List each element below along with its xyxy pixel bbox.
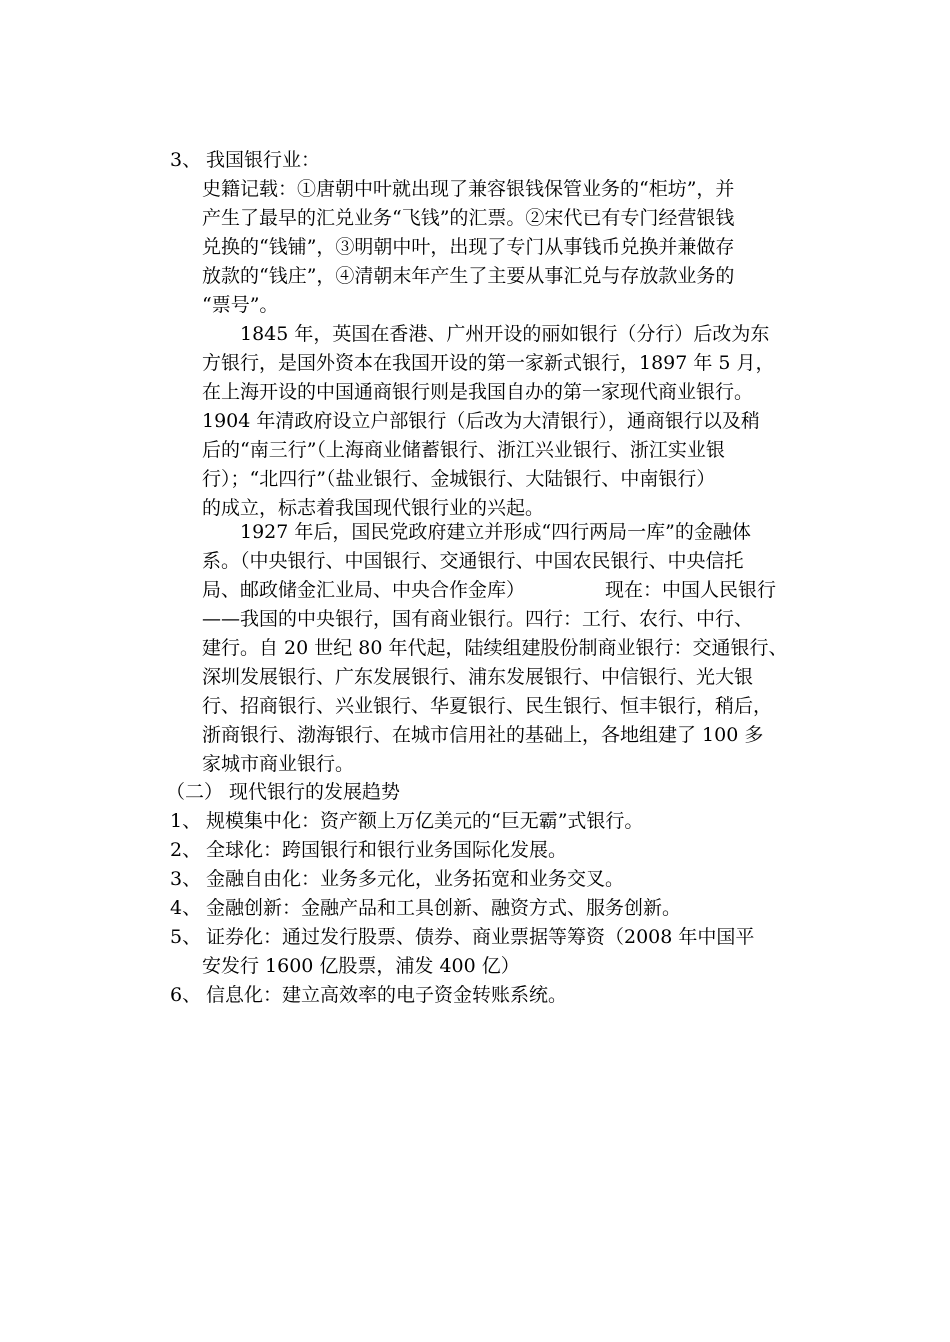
section-number: 3、 [170,149,202,171]
list-text: 金融创新：金融产品和工具创新、融资方式、服务创新。 [206,897,682,919]
paragraph-1-line: 产生了最早的汇兑业务“飞钱”的汇票。②宋代已有专门经营银钱 [202,207,735,229]
paragraph-3-line: 1927 年后，国民党政府建立并形成“四行两局一库”的金融体 [240,521,751,543]
paragraph-3-line: 深圳发展银行、广东发展银行、浦东发展银行、中信银行、光大银 [202,666,754,688]
paragraph-3-line: 系。（中央银行、中国银行、交通银行、中国农民银行、中央信托 [202,550,744,572]
paragraph-2-line: 行）；“北四行”（盐业银行、金城银行、大陆银行、中南银行） [202,468,716,490]
list-number: 6、 [170,984,202,1006]
paragraph-1-line: 史籍记载：①唐朝中叶就出现了兼容银钱保管业务的“柜坊”，并 [202,178,735,200]
list-number: 1、 [170,810,202,832]
list-item-continuation: 安发行 1600 亿股票，浦发 400 亿） [202,955,520,977]
list-number: 5、 [170,926,202,948]
paragraph-3-line: 浙商银行、渤海银行、在城市信用社的基础上，各地组建了 100 多 [202,724,764,746]
paragraph-2-line: 的成立，标志着我国现代银行业的兴起。 [202,497,545,519]
list-text: 金融自由化：业务多元化，业务拓宽和业务交叉。 [206,868,625,890]
list-text: 信息化：建立高效率的电子资金转账系统。 [206,984,568,1006]
paragraph-3-line: 家城市商业银行。 [202,753,355,775]
paragraph-3-line: ——我国的中央银行，国有商业银行。四行：工行、农行、中行、 [202,608,754,630]
list-number: 2、 [170,839,202,861]
list-text: 全球化：跨国银行和银行业务国际化发展。 [206,839,568,861]
paragraph-3-line [202,576,776,605]
list-number: 3、 [170,868,202,890]
paragraph-3-fragment: 局、邮政储金汇业局、中央合作金库） [202,579,526,601]
paragraph-3-fragment: 现在：中国人民银行 [605,579,777,601]
section-title: 我国银行业： [206,149,321,171]
list-text: 规模集中化：资产额上万亿美元的“巨无霸”式银行。 [206,810,644,832]
list-number: 4、 [170,897,202,919]
paragraph-2-line: 1845 年，英国在香港、广州开设的丽如银行（分行）后改为东 [240,323,770,345]
paragraph-1-line: “票号”。 [202,294,279,316]
paragraph-2-line: 方银行，是国外资本在我国开设的第一家新式银行，1897 年 5 月， [202,352,775,374]
paragraph-2-line: 在上海开设的中国通商银行则是我国自办的第一家现代商业银行。 [202,381,754,403]
paragraph-2-line: 1904 年清政府设立户部银行（后改为大清银行），通商银行以及稍 [202,410,760,432]
paragraph-3-line: 行、招商银行、兴业银行、华夏银行、民生银行、恒丰银行，稍后， [202,695,773,717]
trends-heading: （二） 现代银行的发展趋势 [166,781,401,803]
paragraph-2-line: 后的“南三行”（上海商业储蓄银行、浙江兴业银行、浙江实业银 [202,439,725,461]
paragraph-1-line: 放款的“钱庄”，④清朝末年产生了主要从事汇兑与存放款业务的 [202,265,735,287]
paragraph-1-line: 兑换的“钱铺”，③明朝中叶，出现了专门从事钱币兑换并兼做存 [202,236,735,258]
paragraph-3-line: 建行。自 20 世纪 80 年代起，陆续组建股份制商业银行：交通银行、 [202,637,788,659]
list-text: 证券化：通过发行股票、债券、商业票据等筹资（2008 年中国平 [206,926,755,948]
